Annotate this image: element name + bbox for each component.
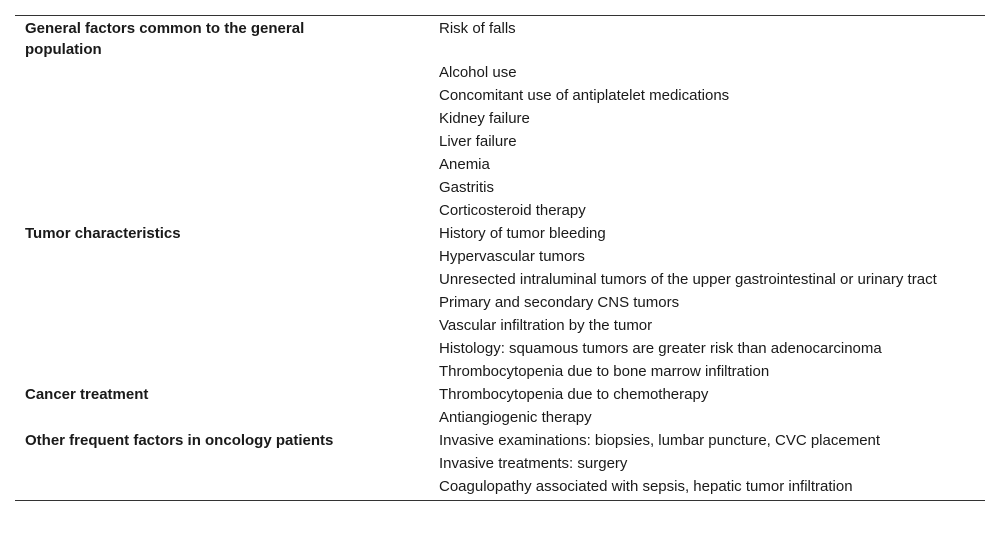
factor-cell: Gastritis (439, 179, 495, 196)
empty-category-cell (15, 475, 429, 498)
category-other-factors: Other frequent factors in oncology patients (25, 432, 334, 449)
table-row (15, 222, 985, 245)
table-row (15, 84, 985, 107)
empty-category-cell (15, 452, 429, 475)
empty-category-cell (15, 268, 429, 291)
factor-cell: Hypervascular tumors (439, 248, 585, 265)
factor-cell: Risk of falls (439, 20, 516, 37)
factor-cell: Liver failure (439, 133, 517, 150)
table-row (15, 245, 985, 268)
empty-category-cell (15, 107, 429, 130)
table-row (15, 475, 985, 498)
factor-cell: Concomitant use of antiplatelet medications (439, 87, 730, 104)
empty-category-cell (15, 61, 429, 84)
table-row (15, 337, 985, 360)
table-row (15, 107, 985, 130)
factor-cell: Invasive treatments: surgery (439, 455, 628, 472)
table-row (15, 406, 985, 429)
empty-category-cell (15, 337, 429, 360)
factor-cell: Vascular infiltration by the tumor (439, 317, 653, 334)
empty-category-cell (15, 153, 429, 176)
empty-category-cell (15, 245, 429, 268)
factor-cell: Kidney failure (439, 110, 530, 127)
table-row (15, 153, 985, 176)
empty-category-cell (15, 176, 429, 199)
factor-cell: Histology: squamous tumors are greater risk than adenocarcinoma (439, 340, 882, 357)
table-body (15, 17, 985, 498)
factor-cell: Coagulopathy associated with sepsis, hepatic tumor infiltration (439, 478, 853, 495)
factor-cell: History of tumor bleeding (439, 225, 606, 242)
factor-cell: Anemia (439, 156, 490, 173)
factor-cell: Antiangiogenic therapy (439, 409, 592, 426)
table-row (15, 429, 985, 452)
empty-category-cell (15, 360, 429, 383)
table-row (15, 17, 985, 61)
factor-cell: Thrombocytopenia due to bone marrow infiltration (439, 363, 770, 380)
factor-cell: Alcohol use (439, 64, 517, 81)
table-row (15, 360, 985, 383)
table-row (15, 452, 985, 475)
table-row (15, 314, 985, 337)
table-row (15, 176, 985, 199)
factor-cell: Primary and secondary CNS tumors (439, 294, 680, 311)
empty-category-cell (15, 199, 429, 222)
table-row (15, 130, 985, 153)
empty-category-cell (15, 314, 429, 337)
category-general-factors: General factors common to the general population (25, 20, 305, 58)
risk-factors-table-wrapper (15, 15, 985, 501)
empty-category-cell (15, 291, 429, 314)
factor-cell: Thrombocytopenia due to chemotherapy (439, 386, 709, 403)
factor-cell: Corticosteroid therapy (439, 202, 586, 219)
empty-category-cell (15, 406, 429, 429)
table-row (15, 61, 985, 84)
table-row (15, 383, 985, 406)
empty-category-cell (15, 84, 429, 107)
empty-category-cell (15, 130, 429, 153)
factor-cell: Unresected intraluminal tumors of the upper gastrointestinal or urinary tract (439, 271, 937, 288)
risk-factors-table (15, 17, 985, 498)
category-tumor-characteristics: Tumor characteristics (25, 225, 181, 242)
table-row (15, 268, 985, 291)
table-row (15, 291, 985, 314)
factor-cell: Invasive examinations: biopsies, lumbar puncture, CVC placement (439, 432, 881, 449)
category-cancer-treatment: Cancer treatment (25, 386, 149, 403)
table-row (15, 199, 985, 222)
